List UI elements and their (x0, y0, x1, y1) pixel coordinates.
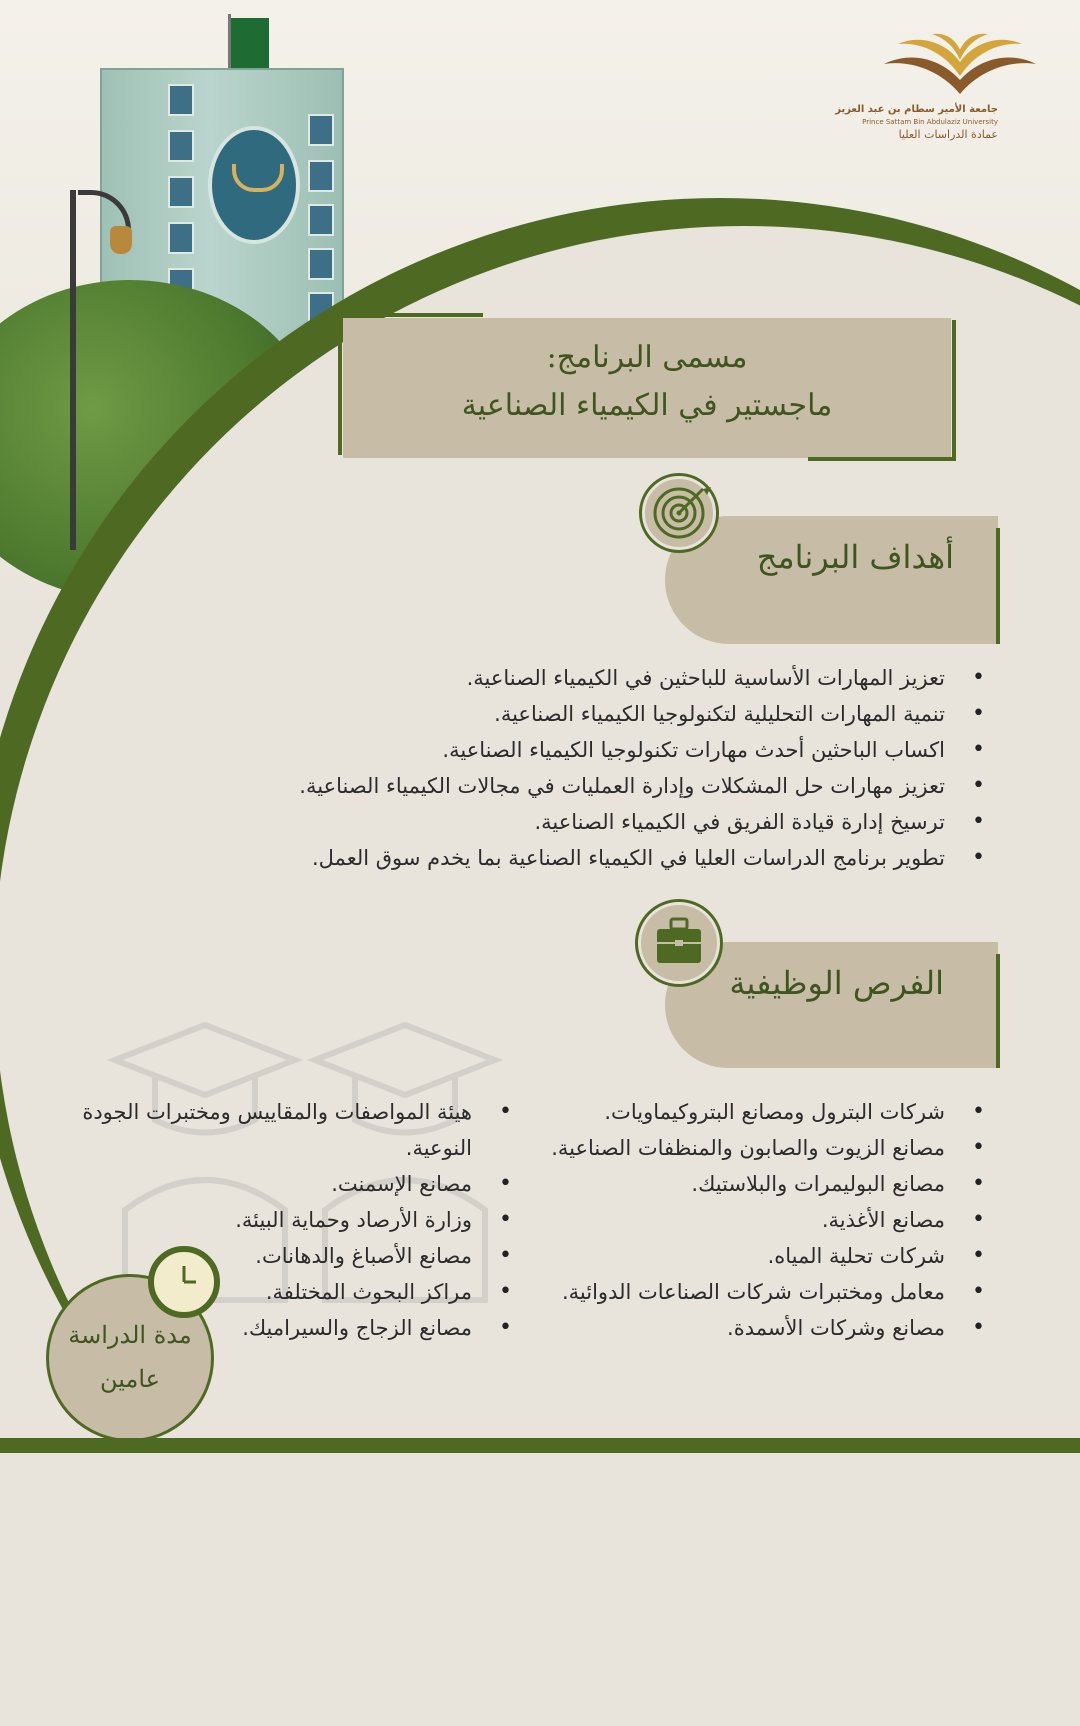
objectives-list (299, 660, 985, 876)
objectives-tab (665, 516, 998, 644)
list-item: • تعزيز مهارات حل المشكلات وإدارة العمليات في مجالات الكيمياء الصناعية. (299, 768, 985, 804)
list-item: • مصانع الأغذية. (551, 1202, 985, 1238)
list-item: • تعزيز المهارات الأساسية للباحثين في الكيمياء الصناعية. (299, 660, 985, 696)
target-icon (642, 476, 716, 550)
list-item: • مراكز البحوث المختلفة. (72, 1274, 512, 1310)
title-frame (338, 313, 483, 317)
program-label: مسمى البرنامج: (546, 340, 748, 375)
list-item: • هيئة المواصفات والمقاييس ومختبرات الجودة النوعية. (72, 1094, 512, 1166)
list-item: • اكساب الباحثين أحدث مهارات تكنولوجيا الكيمياء الصناعية. (299, 732, 985, 768)
list-item: • شركات البترول ومصانع البتروكيماويات. (551, 1094, 985, 1130)
list-item: • مصانع الزجاج والسيراميك. (72, 1310, 512, 1346)
program-name: ماجستير في الكيمياء الصناعية (461, 388, 833, 423)
street-lamp (70, 190, 76, 550)
duration-label: مدة الدراسة (68, 1321, 192, 1349)
objectives-heading: أهداف البرنامج (756, 538, 954, 576)
logo-name-ar: جامعة الأمير سطام بن عبد العزيز (835, 104, 998, 115)
list-item: • معامل ومختبرات شركات الصناعات الدوائية. (551, 1274, 985, 1310)
list-item: • تنمية المهارات التحليلية لتكنولوجيا الكيمياء الصناعية. (299, 696, 985, 732)
list-item: • تطوير برنامج الدراسات العليا في الكيمياء الصناعية بما يخدم سوق العمل. (299, 840, 985, 876)
list-item: • مصانع الإسمنت. (72, 1166, 512, 1202)
list-item: • وزارة الأرصاد وحماية البيئة. (72, 1202, 512, 1238)
book-wings-icon (880, 30, 1040, 100)
university-logo (835, 22, 1050, 152)
bottom-band (0, 1438, 1080, 1453)
logo-deanship: عمادة الدراسات العليا (898, 128, 998, 141)
list-item: • مصانع الأصباغ والدهانات. (72, 1238, 512, 1274)
list-item: • شركات تحلية المياه. (551, 1238, 985, 1274)
list-item: • مصانع الزيوت والصابون والمنظفات الصناعية. (551, 1130, 985, 1166)
program-title-box (343, 318, 951, 458)
clock-icon (148, 1246, 220, 1318)
careers-list-right (551, 1094, 985, 1346)
list-item: • ترسيخ إدارة قيادة الفريق في الكيمياء الصناعية. (299, 804, 985, 840)
list-item: • مصانع البوليمرات والبلاستيك. (551, 1166, 985, 1202)
saudi-flag (231, 18, 269, 72)
duration-value: عامين (100, 1365, 160, 1393)
careers-heading: الفرص الوظيفية (729, 964, 944, 1002)
logo-name-en: Prince Sattam Bin Abdulaziz University (862, 118, 998, 126)
briefcase-icon (638, 902, 720, 984)
list-item: • مصانع وشركات الأسمدة. (551, 1310, 985, 1346)
building-emblem (208, 126, 300, 244)
